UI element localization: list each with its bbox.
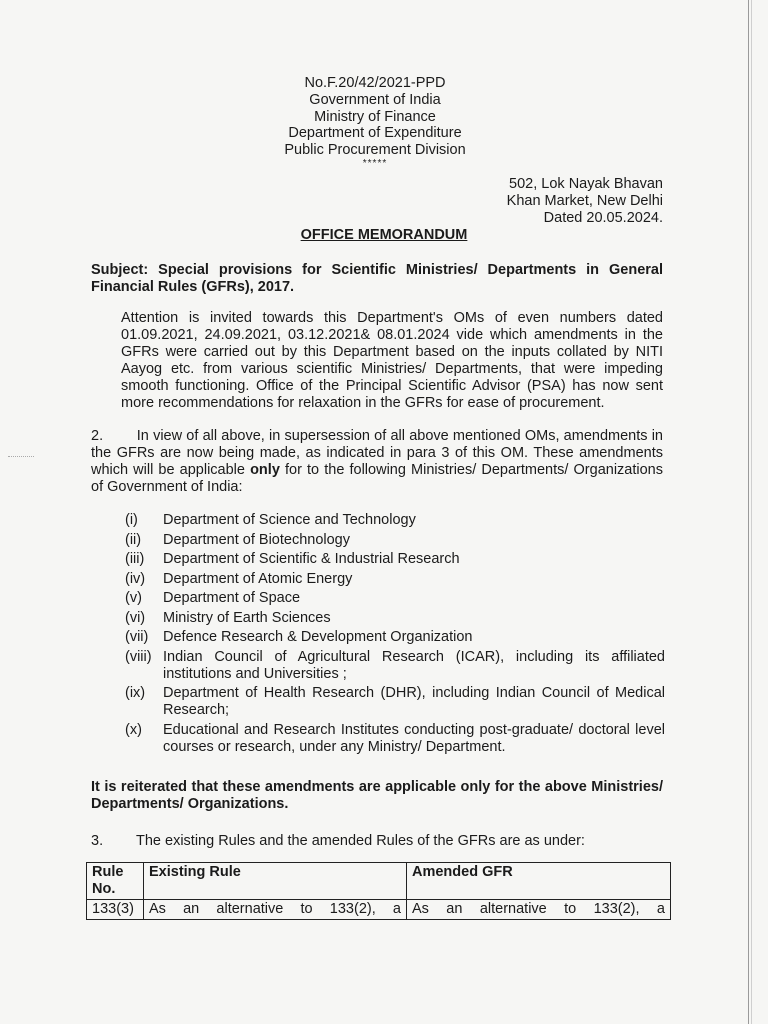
scan-edge-line bbox=[748, 0, 749, 1024]
list-item-number: (vii) bbox=[125, 629, 149, 645]
header-amended-gfr: Amended GFR bbox=[407, 863, 671, 900]
address-line-2: Khan Market, New Delhi bbox=[506, 193, 663, 209]
list-item-text: Department of Space bbox=[163, 590, 301, 606]
list-item-number: (i) bbox=[125, 512, 138, 528]
list-item-number: (iii) bbox=[125, 551, 145, 567]
subject-line bbox=[91, 262, 663, 296]
paragraph-2-emphasis: only bbox=[250, 462, 280, 478]
paragraph-2-after: for to the following Ministries/ Departments/ Organizations of Government of India: bbox=[91, 462, 663, 495]
list-item-text: Educational and Research Institutes conducting post-graduate/ doctoral level courses or research, under any Ministry/ Department. bbox=[163, 721, 665, 755]
header-rule-no: Rule No. bbox=[87, 863, 144, 900]
list-item bbox=[125, 571, 665, 588]
paragraph-2-before: In view of all above, in supersession of all above mentioned OMs, amendments in the GFRs are now being made, as indicated in para 3 of this OM. These amendments which will be applicable bbox=[91, 428, 663, 478]
list-item bbox=[125, 649, 665, 683]
scan-edge-line bbox=[751, 0, 752, 1024]
paragraph-number: 3. bbox=[91, 833, 104, 849]
list-item bbox=[125, 512, 665, 529]
cell-rule-no: 133(3) bbox=[87, 900, 144, 920]
memo-title bbox=[0, 227, 768, 243]
cell-amended-gfr: As an alternative to 133(2), a bbox=[407, 900, 671, 920]
list-item-number: (viii) bbox=[125, 648, 152, 665]
list-item-number: (v) bbox=[125, 590, 142, 606]
list-item-number: (vi) bbox=[125, 609, 146, 626]
list-item-text: Ministry of Earth Sciences bbox=[163, 609, 331, 626]
header-existing-rule: Existing Rule bbox=[144, 863, 407, 900]
memo-title-text: OFFICE MEMORANDUM bbox=[300, 227, 468, 243]
list-item-text: Department of Atomic Energy bbox=[163, 570, 353, 587]
list-item-number: (x) bbox=[125, 721, 142, 738]
scan-mark bbox=[8, 456, 34, 458]
organization-list bbox=[125, 512, 665, 758]
list-item-text: Department of Science and Technology bbox=[163, 512, 416, 528]
paragraph-2-text bbox=[91, 428, 663, 496]
file-number: No.F.20/42/2021-PPD bbox=[304, 75, 446, 91]
paragraph-number: 2. bbox=[91, 428, 104, 444]
list-item bbox=[125, 590, 665, 607]
list-item-number: (ix) bbox=[125, 685, 146, 701]
list-item bbox=[125, 722, 665, 756]
list-item bbox=[125, 685, 665, 719]
paragraph-3-text bbox=[91, 833, 663, 850]
division-line: Public Procurement Division bbox=[284, 142, 466, 159]
table-header-row bbox=[87, 863, 671, 900]
department-line: Department of Expenditure bbox=[288, 125, 462, 142]
address-block bbox=[507, 176, 663, 227]
list-item-text: Defence Research & Development Organization bbox=[163, 629, 473, 645]
list-item-number: (ii) bbox=[125, 531, 142, 548]
ministry-line: Ministry of Finance bbox=[314, 108, 436, 125]
paragraph-3 bbox=[91, 833, 663, 850]
list-item-text: Department of Scientific & Industrial Research bbox=[163, 551, 460, 567]
table-row bbox=[87, 900, 671, 920]
date-line: Dated 20.05.2024. bbox=[543, 210, 663, 226]
address-line-1: 502, Lok Nayak Bhavan bbox=[509, 176, 663, 192]
government-line: Government of India bbox=[309, 91, 441, 108]
list-item-text: Department of Biotechnology bbox=[163, 531, 350, 548]
list-item bbox=[125, 551, 665, 568]
list-item-number: (iv) bbox=[125, 570, 146, 587]
list-item-text: Department of Health Research (DHR), including Indian Council of Medical Research; bbox=[163, 685, 665, 718]
paragraph-1 bbox=[91, 310, 663, 412]
subject-text: Subject: Special provisions for Scientific Ministries/ Departments in General Financial Rules (GFRs), 2017. bbox=[91, 262, 663, 295]
paragraph-2 bbox=[91, 428, 663, 496]
reiteration-note bbox=[91, 779, 663, 813]
list-item bbox=[125, 610, 665, 627]
gfr-amendment-table bbox=[86, 862, 671, 920]
paragraph-1-text: Attention is invited towards this Department's OMs of even numbers dated 01.09.2021, 24.09.2021, 03.12.2021& 08.01.2024 vide which amendments in the GFRs were carried out by this Department based on the inputs collated by NITI Aayog etc. from various scientific Ministries/ Departments, that were impeding smooth functioning. Office of the Principal Scientific Advisor (PSA) has now sent more recommendations for relaxation in the GFRs for ease of procurement. bbox=[121, 310, 663, 411]
separator-stars: ***** bbox=[362, 157, 388, 169]
list-item bbox=[125, 629, 665, 646]
reiteration-text: It is reiterated that these amendments are applicable only for the above Ministries/ Departments/ Organizations. bbox=[91, 779, 663, 812]
list-item bbox=[125, 532, 665, 549]
cell-existing-rule: As an alternative to 133(2), a bbox=[144, 900, 407, 920]
paragraph-3-body: The existing Rules and the amended Rules of the GFRs are as under: bbox=[136, 833, 585, 849]
list-item-text: Indian Council of Agricultural Research (ICAR), including its affiliated institutions and Universities ; bbox=[163, 648, 665, 682]
letterhead bbox=[250, 75, 500, 169]
